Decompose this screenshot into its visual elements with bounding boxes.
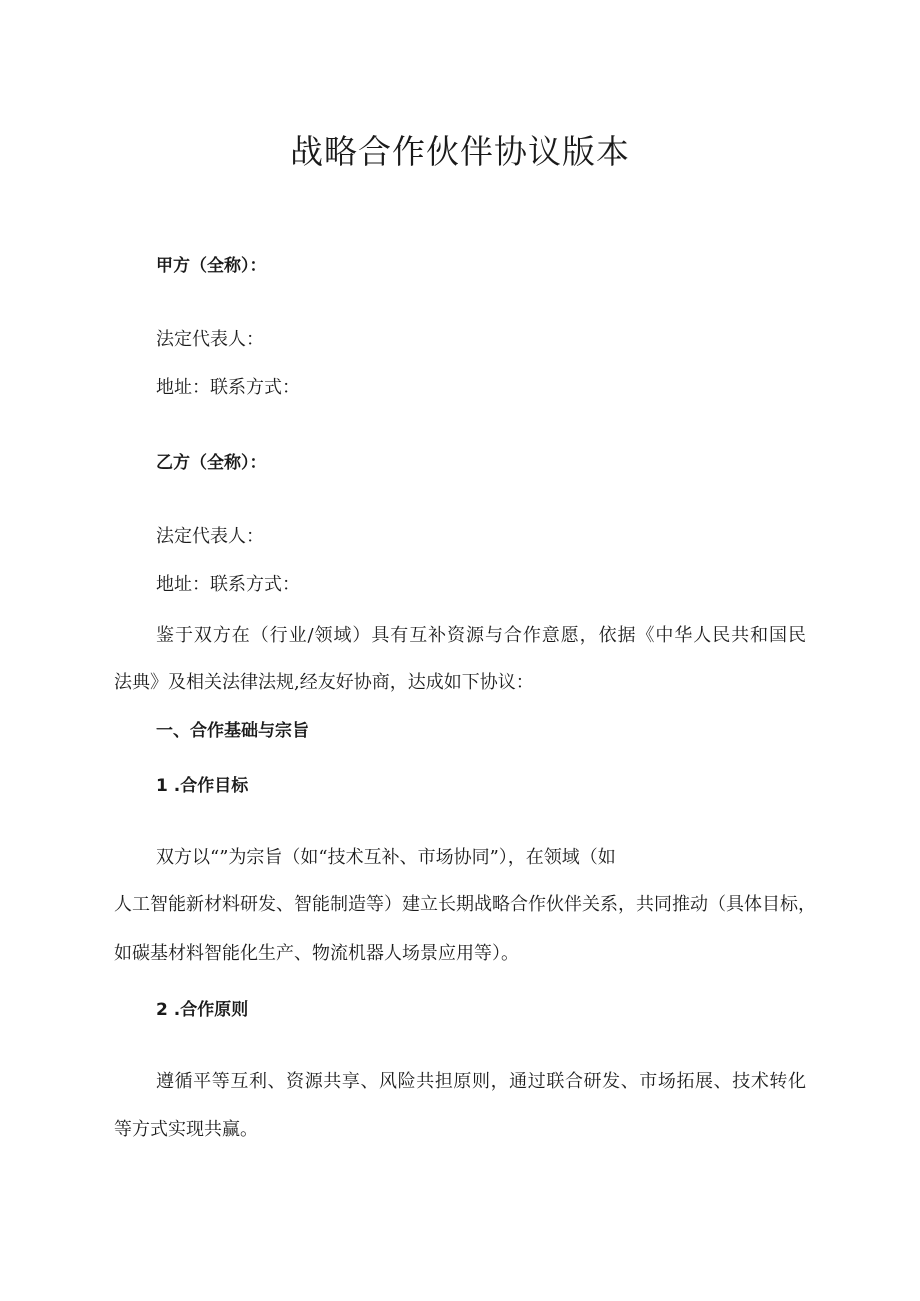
document-title: 战略合作伙伴协议版本: [290, 132, 630, 171]
party-b-representative: 法定代表人：: [156, 526, 264, 547]
party-b-heading: 乙方（全称）：: [156, 453, 267, 473]
party-a-representative: 法定代表人：: [156, 329, 264, 350]
section-1-item-2-heading: 2 .合作原则: [156, 1000, 249, 1020]
preamble-line-2: 法典》及相关法律法规,经友好协商，达成如下协议：: [114, 672, 534, 693]
section-1-item-1-line-2: 人工智能新材料研发、智能制造等）建立长期战略合作伙伴关系，共同推动（具体目标，: [114, 894, 816, 915]
party-a-address-contact: 地址：联系方式：: [156, 377, 300, 398]
section-1-item-1-line-1: 双方以“”为宗旨（如“技术互补、市场协同”），在领域（如: [156, 847, 616, 868]
section-1-heading: 一、合作基础与宗旨: [156, 721, 309, 741]
section-1-item-1-heading: 1 .合作目标: [156, 776, 249, 796]
section-1-item-2-line-1: 遵循平等互利、资源共享、风险共担原则，通过联合研发、市场拓展、技术转化: [156, 1071, 806, 1092]
section-1-item-1-line-3: 如碳基材料智能化生产、物流机器人场景应用等）。: [114, 943, 519, 964]
party-a-heading: 甲方（全称）：: [156, 256, 267, 276]
section-1-item-2-line-2: 等方式实现共赢。: [114, 1119, 258, 1140]
party-b-address-contact: 地址：联系方式：: [156, 574, 300, 595]
preamble-line-1: 鉴于双方在（行业/领域）具有互补资源与合作意愿，依据《中华人民共和国民: [156, 625, 806, 646]
